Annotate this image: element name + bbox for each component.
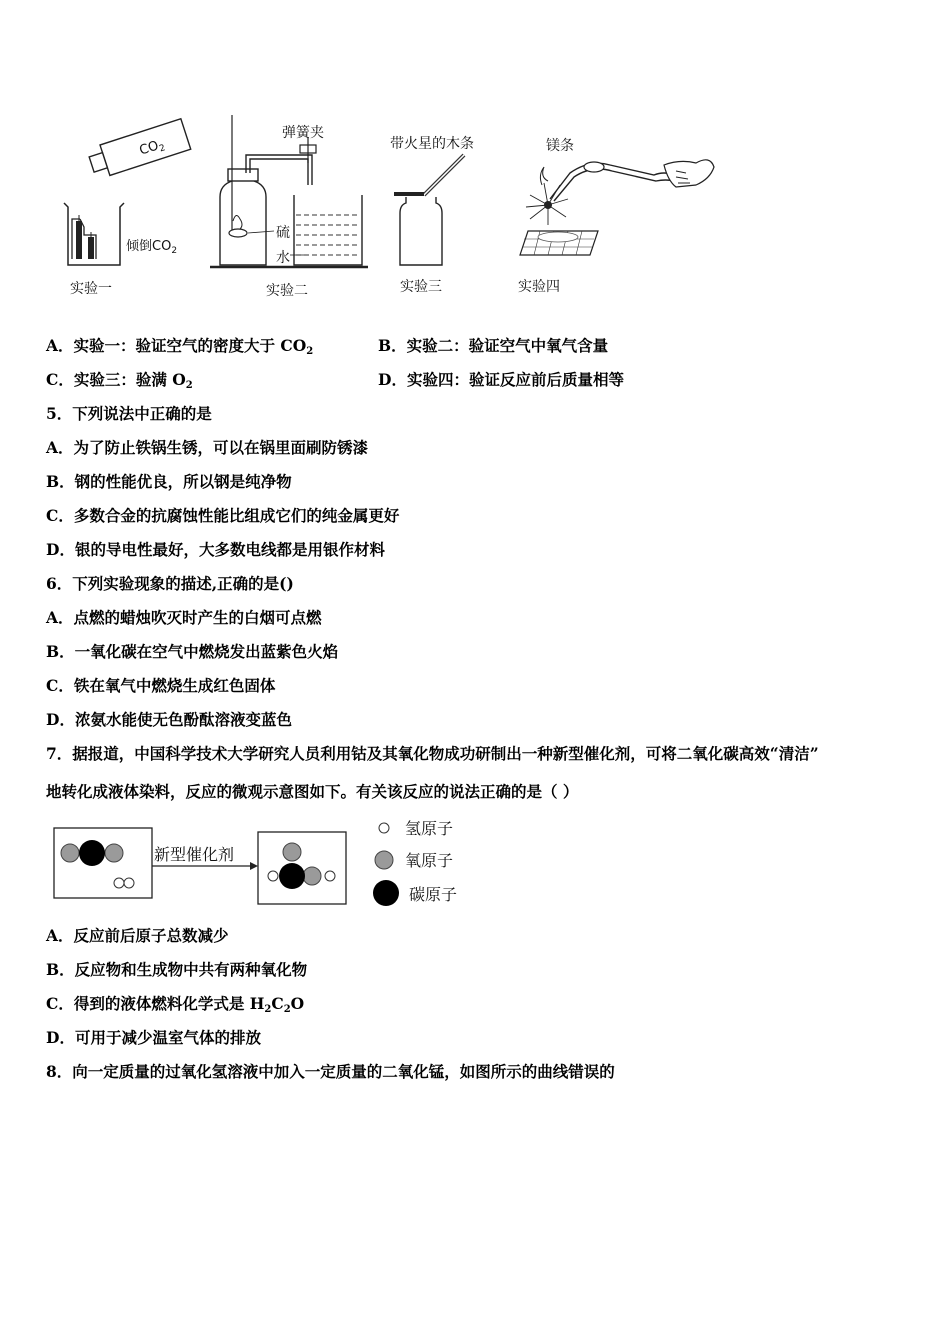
co2-oxygen-atom-right: [105, 844, 123, 862]
q6-stem: 6．下列实验现象的描述,正确的是(): [46, 574, 294, 593]
legend-carbon-icon: [373, 880, 399, 906]
reaction-diagram: [50, 816, 480, 912]
experiment-two-caption: 实验二: [266, 283, 308, 299]
reactants-box: [54, 828, 152, 898]
experiment-three-diagram: [390, 135, 474, 295]
q4-option-d: D．实验四：验证反应前后质量相等: [378, 370, 624, 389]
legend-oxygen-icon: [375, 851, 393, 869]
tilt-co2-label: 倾倒$CO_2$: [126, 239, 178, 256]
q6-option-c: C．铁在氧气中燃烧生成红色固体: [46, 676, 276, 695]
q5-option-d: D．银的导电性最好，大多数电线都是用银作材料: [46, 540, 385, 559]
q5-option-c: C．多数合金的抗腐蚀性能比组成它们的纯金属更好: [46, 506, 400, 525]
q4-option-a: A．实验一：验证空气的密度大于 $CO_2$: [46, 336, 314, 357]
q4-option-c: C．实验三：验满 $O_2$: [46, 370, 193, 391]
sulfur-label: 硫: [276, 225, 290, 241]
catalyst-label: 新型催化剂: [154, 845, 235, 864]
q7-stem-line1: 7．据报道，中国科学技术大学研究人员利用钴及其氧化物成功研制出一种新型催化剂，可将二氧化碳高效“清洁”: [46, 744, 819, 763]
experiment-four-diagram: [518, 138, 714, 295]
product-hydrogen-atom-left: [268, 871, 278, 881]
co2-bottle-label: $CO_2$: [137, 138, 167, 159]
q4-option-b: B．实验二：验证空气中氧气含量: [378, 336, 609, 355]
q6-option-a: A．点燃的蜡烛吹灭时产生的白烟可点燃: [46, 608, 322, 627]
q5-option-a: A．为了防止铁锅生锈，可以在锅里面刷防锈漆: [46, 438, 369, 457]
co2-oxygen-atom-left: [61, 844, 79, 862]
legend-hydrogen-label: 氢原子: [405, 819, 454, 838]
product-hydrogen-atom-right: [325, 871, 335, 881]
q7-stem-line2: 地转化成液体染料，反应的微观示意图如下。有关该反应的说法正确的是（ ）: [46, 782, 579, 801]
q8-stem: 8．向一定质量的过氧化氢溶液中加入一定质量的二氧化锰，如图所示的曲线错误的: [46, 1062, 615, 1081]
q6-option-b: B．一氧化碳在空气中燃烧发出蓝紫色火焰: [46, 642, 339, 661]
q6-option-d: D．浓氨水能使无色酚酞溶液变蓝色: [46, 710, 292, 729]
magnesium-ribbon-label: 镁条: [546, 138, 574, 154]
q5-option-b: B．钢的性能优良，所以钢是纯净物: [46, 472, 292, 491]
h2-hydrogen-atom-left: [114, 878, 124, 888]
experiment-one-diagram: [64, 119, 191, 297]
legend-oxygen-label: 氧原子: [405, 851, 454, 870]
experiment-four-caption: 实验四: [518, 279, 560, 295]
h2-hydrogen-atom-right: [124, 878, 134, 888]
experiment-one-caption: 实验一: [70, 281, 112, 297]
legend-hydrogen-icon: [379, 823, 389, 833]
experiments-figure: [50, 115, 730, 305]
experiment-three-caption: 实验三: [400, 279, 442, 295]
experiment-two-diagram: [210, 115, 368, 299]
q7-option-a: A．反应前后原子总数减少: [46, 926, 229, 945]
product-oxygen-atom-top: [283, 843, 301, 861]
q5-stem: 5．下列说法中正确的是: [46, 404, 212, 423]
legend-carbon-label: 碳原子: [409, 885, 458, 904]
product-carbon-atom: [279, 863, 305, 889]
q7-option-c: C．得到的液体燃料化学式是 $H_2C_2O$: [46, 994, 305, 1015]
glowing-stick-label: 带火星的木条: [390, 136, 474, 152]
co2-carbon-atom: [79, 840, 105, 866]
q7-option-b: B．反应物和生成物中共有两种氧化物: [46, 960, 308, 979]
spring-clip-label: 弹簧夹: [282, 125, 324, 141]
product-oxygen-atom-right: [303, 867, 321, 885]
water-label: 水: [276, 250, 290, 266]
q7-option-d: D．可用于减少温室气体的排放: [46, 1028, 261, 1047]
